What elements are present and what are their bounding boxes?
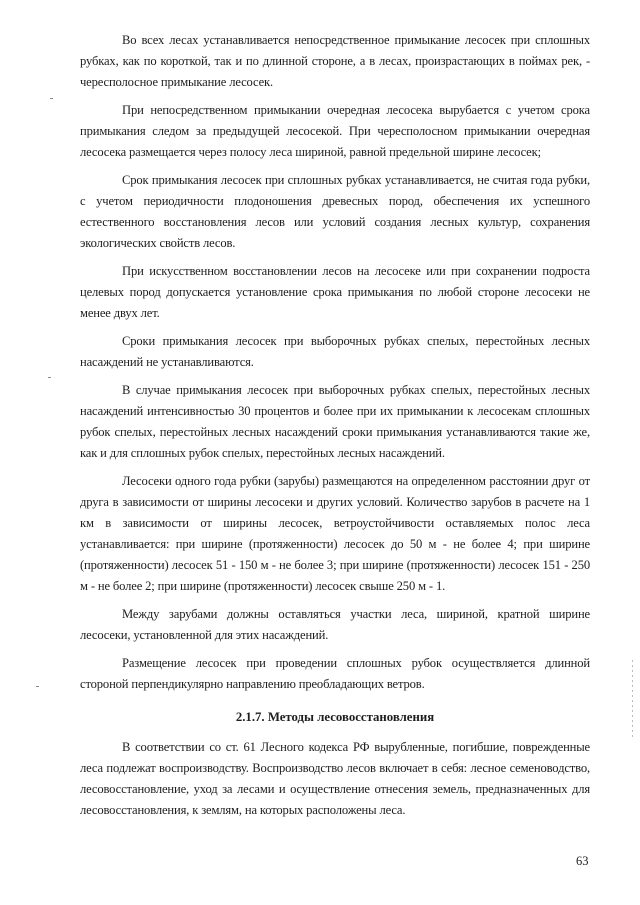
paragraph-wind-orientation: Размещение лесосек при проведении сплошных рубок осуществляется длинной стороной перпендикулярно направлению преобладающих ветров.	[80, 656, 590, 691]
paragraph-adjacency-all-forests: Во всех лесах устанавливается непосредственное примыкание лесосек при сплошных рубках, как по короткой, так и по длинной стороне, а в лесах, произрастающих в поймах рек, - чересполосное примыкание лесосек.	[80, 33, 590, 89]
document-page	[80, 30, 590, 828]
paragraph-adjacency-term: Срок примыкания лесосек при сплошных рубках устанавливается, не считая года рубки, с учетом периодичности плодоношения древесных пород, обеспечения их успешного естественного восстановления лесов или условий создания лесных культур, сохранения экологических свойств лесов.	[80, 173, 590, 250]
section-heading: 2.1.7. Методы лесовосстановления	[235, 710, 435, 724]
paragraph-selective-felling-terms: Сроки примыкания лесосек при выборочных рубках спелых, перестойных лесных насаждений не устанавливаются.	[80, 334, 590, 369]
paragraph-selective-felling-intensity: В случае примыкания лесосек при выборочных рубках спелых, перестойных лесных насаждений интенсивностью 30 процентов и более при их примыкании к лесосекам сплошных рубок спелых, перестойных лесных насаждений сроки примыкания устанавливаются такие же, как и для сплошных рубок спелых, перестойных лесных насаждений.	[80, 383, 590, 460]
page-number: 63	[576, 854, 589, 868]
scan-mark	[48, 377, 51, 378]
scan-edge	[632, 660, 633, 740]
paragraph-between-cuttings: Между зарубами должны оставляться участки леса, шириной, кратной ширине лесосеки, установленной для этих насаждений.	[80, 607, 590, 642]
scan-mark	[50, 98, 53, 99]
paragraph-cuttings-placement: Лесосеки одного года рубки (зарубы) размещаются на определенном расстоянии друг от друга в зависимости от ширины лесосеки и других условий. Количество зарубов в расчете на 1 км в зависимости от ширины лесосек, ветроустойчивости оставляемых полос леса устанавливается: при ширине (протяженности) лесосек до 50 м - не более 4; при ширине (протяженности) лесосек 51 - 150 м - не более 3; при ширине (протяженности) лесосек 151 - 250 м - не более 2; при ширине (протяженности) лесосек свыше 250 м - 1.	[80, 474, 590, 593]
paragraph-artificial-restoration: При искусственном восстановлении лесов на лесосеке или при сохранении подроста целевых пород допускается установление срока примыкания по любой стороне лесосеки не менее двух лет.	[80, 264, 590, 320]
scan-mark	[36, 686, 39, 687]
paragraph-direct-adjacency: При непосредственном примыкании очередная лесосека вырубается с учетом срока примыкания следом за предыдущей лесосекой. При чересполосном примыкании очередная лесосека размещается через полосу леса шириной, равной предельной ширине лесосек;	[80, 103, 590, 159]
paragraph-reforestation-methods: В соответствии со ст. 61 Лесного кодекса РФ вырубленные, погибшие, поврежденные леса подлежат воспроизводству. Воспроизводство лесов включает в себя: лесное семеноводство, лесовосстановление, уход за лесами и осуществление отнесения земель, предназначенных для лесовосстановления, к землям, на которых расположены леса.	[80, 740, 590, 817]
